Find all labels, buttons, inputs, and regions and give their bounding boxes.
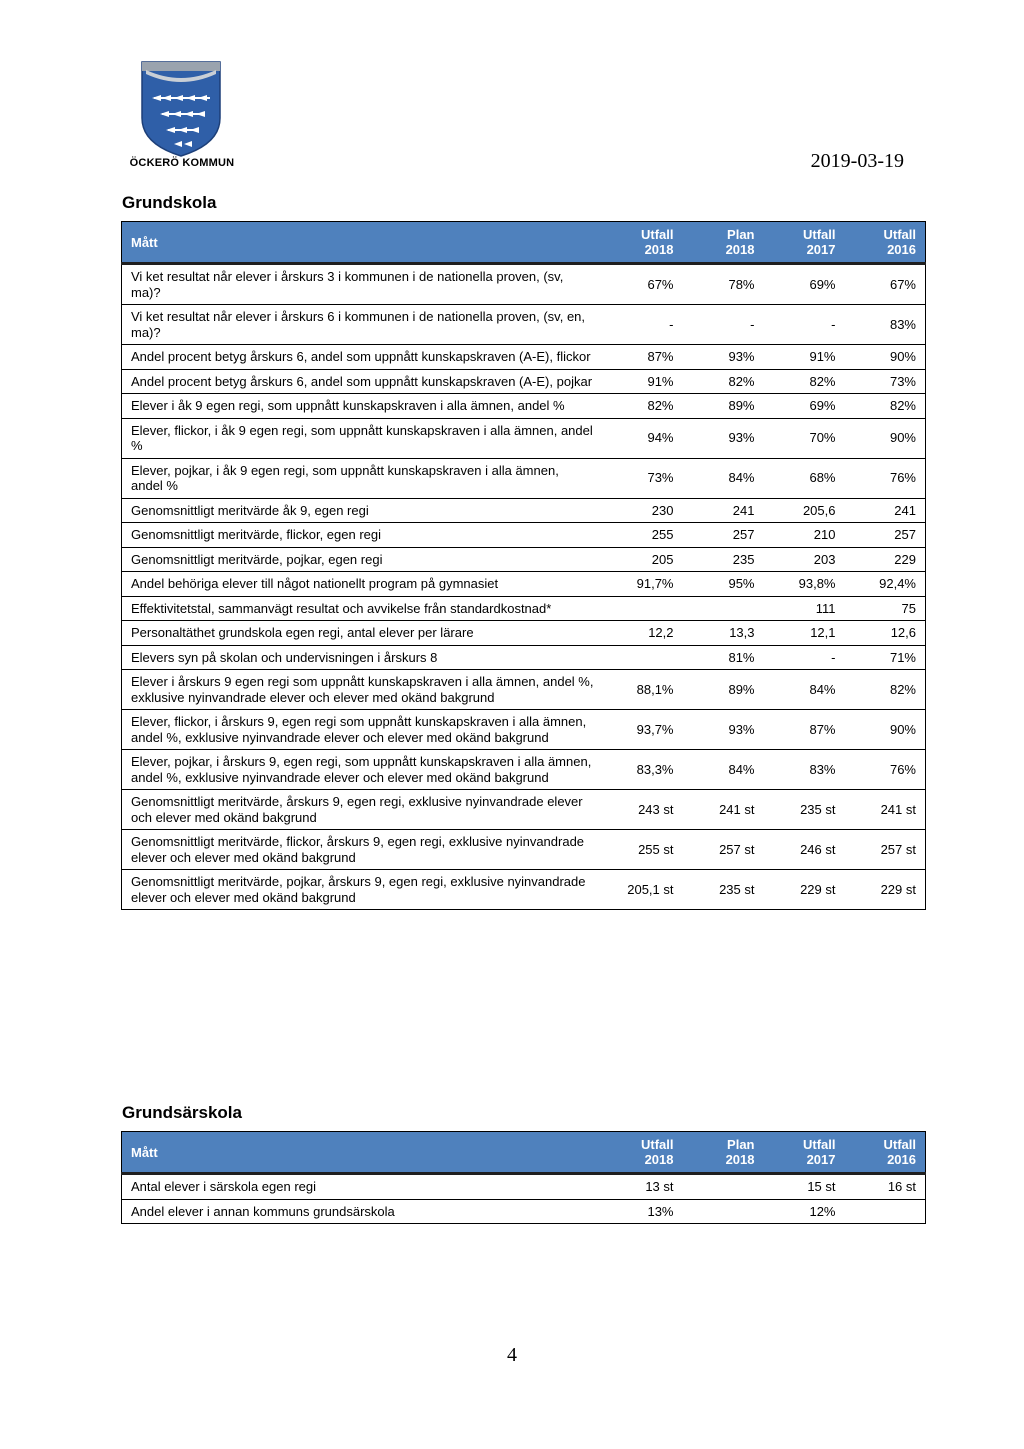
row-value: 82%: [845, 394, 926, 419]
column-header: Utfall 2018: [602, 1132, 683, 1174]
column-header: Utfall 2018: [602, 222, 683, 264]
row-value: 93,7%: [602, 710, 683, 750]
row-label: Effektivitetstal, sammanvägt resultat och avvikelse från standardkostnad*: [122, 596, 602, 621]
row-label: Genomsnittligt meritvärde, pojkar, egen regi: [122, 547, 602, 572]
section-title-grundskola: Grundskola: [122, 193, 217, 212]
row-label: Vi ket resultat når elever i årskurs 3 i kommunen i de nationella proven, (sv, ma)?: [122, 264, 602, 305]
row-label: Genomsnittligt meritvärde åk 9, egen regi: [122, 498, 602, 523]
row-value: 235 st: [764, 790, 845, 830]
row-value: 67%: [602, 264, 683, 305]
row-value: 229 st: [845, 870, 926, 910]
table-row: [122, 1199, 926, 1224]
row-label: Elever i åk 9 egen regi, som uppnått kunskapskraven i alla ämnen, andel %: [122, 394, 602, 419]
column-header: Utfall 2016: [845, 1132, 926, 1174]
row-value: 12,2: [602, 621, 683, 646]
row-value: [602, 596, 683, 621]
table-row: [122, 645, 926, 670]
row-value: 205,1 st: [602, 870, 683, 910]
row-value: 205,6: [764, 498, 845, 523]
table-row: [122, 710, 926, 750]
row-value: 90%: [845, 710, 926, 750]
row-value: 67%: [845, 264, 926, 305]
table-row: [122, 572, 926, 597]
column-header-matt: Mått: [122, 1132, 602, 1174]
row-value: 257 st: [683, 830, 764, 870]
row-value: 83%: [845, 305, 926, 345]
row-value: 73%: [845, 369, 926, 394]
row-label: Elever, flickor, i årskurs 9, egen regi som uppnått kunskapskraven i alla ämnen, andel %, exklusive nyinvandrade elever och elever med okänd bakgrund: [122, 710, 602, 750]
row-value: [683, 1199, 764, 1224]
row-value: 73%: [602, 458, 683, 498]
row-label: Vi ket resultat når elever i årskurs 6 i kommunen i de nationella proven, (sv, en, ma)?: [122, 305, 602, 345]
row-label: Elever, flickor, i åk 9 egen regi, som uppnått kunskapskraven i alla ämnen, andel %: [122, 418, 602, 458]
row-value: 111: [764, 596, 845, 621]
row-label: Genomsnittligt meritvärde, flickor, årskurs 9, egen regi, exklusive nyinvandrade elever och elever med okänd bakgrund: [122, 830, 602, 870]
row-value: 69%: [764, 264, 845, 305]
table-row: [122, 369, 926, 394]
row-value: 210: [764, 523, 845, 548]
row-value: 90%: [845, 418, 926, 458]
row-value: 91,7%: [602, 572, 683, 597]
row-value: 68%: [764, 458, 845, 498]
row-value: 82%: [845, 670, 926, 710]
row-value: 12%: [764, 1199, 845, 1224]
row-value: 87%: [764, 710, 845, 750]
row-value: -: [602, 305, 683, 345]
row-value: 241 st: [845, 790, 926, 830]
table-row: [122, 621, 926, 646]
row-value: 255: [602, 523, 683, 548]
row-value: 94%: [602, 418, 683, 458]
row-label: Genomsnittligt meritvärde, årskurs 9, egen regi, exklusive nyinvandrade elever och elever med okänd bakgrund: [122, 790, 602, 830]
row-label: Antal elever i särskola egen regi: [122, 1174, 602, 1200]
table-row: [122, 870, 926, 910]
row-value: [683, 596, 764, 621]
row-value: 75: [845, 596, 926, 621]
row-value: 93%: [683, 418, 764, 458]
table-row: [122, 547, 926, 572]
row-value: 83,3%: [602, 750, 683, 790]
row-label: Elevers syn på skolan och undervisningen i årskurs 8: [122, 645, 602, 670]
table-row: [122, 1174, 926, 1200]
table-row: [122, 670, 926, 710]
row-value: 93%: [683, 710, 764, 750]
grundsarskola-table: [121, 1131, 926, 1224]
row-label: Personaltäthet grundskola egen regi, antal elever per lärare: [122, 621, 602, 646]
municipality-logo: [140, 60, 222, 158]
row-value: 82%: [602, 394, 683, 419]
row-label: Andel behöriga elever till något nationellt program på gymnasiet: [122, 572, 602, 597]
table-row: [122, 394, 926, 419]
row-value: [602, 645, 683, 670]
table-header-row: [122, 1132, 926, 1174]
row-value: 82%: [683, 369, 764, 394]
table-row: [122, 596, 926, 621]
row-value: 230: [602, 498, 683, 523]
row-value: 87%: [602, 345, 683, 370]
row-value: 246 st: [764, 830, 845, 870]
row-value: 70%: [764, 418, 845, 458]
row-label: Andel procent betyg årskurs 6, andel som uppnått kunskapskraven (A-E), pojkar: [122, 369, 602, 394]
row-value: 90%: [845, 345, 926, 370]
row-value: 255 st: [602, 830, 683, 870]
row-value: 13,3: [683, 621, 764, 646]
column-header: Plan 2018: [683, 1132, 764, 1174]
row-value: 241 st: [683, 790, 764, 830]
row-value: 235: [683, 547, 764, 572]
table-header-row: [122, 222, 926, 264]
table-row: [122, 498, 926, 523]
row-value: 95%: [683, 572, 764, 597]
row-value: 82%: [764, 369, 845, 394]
row-value: 81%: [683, 645, 764, 670]
table-row: [122, 305, 926, 345]
coat-of-arms-icon: [140, 60, 222, 158]
row-value: 243 st: [602, 790, 683, 830]
row-value: 84%: [683, 458, 764, 498]
row-value: 15 st: [764, 1174, 845, 1200]
row-label: Elever, pojkar, i åk 9 egen regi, som uppnått kunskapskraven i alla ämnen, andel %: [122, 458, 602, 498]
table-row: [122, 418, 926, 458]
table-row: [122, 523, 926, 548]
row-value: -: [764, 645, 845, 670]
row-value: 205: [602, 547, 683, 572]
row-label: Elever, pojkar, i årskurs 9, egen regi, som uppnått kunskapskraven i alla ämnen, andel %, exklusive nyinvandrade elever och elever med okänd bakgrund: [122, 750, 602, 790]
row-value: 76%: [845, 458, 926, 498]
row-value: 83%: [764, 750, 845, 790]
row-label: Elever i årskurs 9 egen regi som uppnått kunskapskraven i alla ämnen, andel %, exklusive nyinvandrade elever och elever med okänd bakgrund: [122, 670, 602, 710]
row-value: 13 st: [602, 1174, 683, 1200]
row-value: 91%: [764, 345, 845, 370]
row-value: 12,1: [764, 621, 845, 646]
table-row: [122, 458, 926, 498]
row-value: 84%: [764, 670, 845, 710]
document-date: 2019-03-19: [810, 150, 904, 172]
column-header-matt: Mått: [122, 222, 602, 264]
row-value: -: [764, 305, 845, 345]
row-value: 16 st: [845, 1174, 926, 1200]
row-value: 89%: [683, 394, 764, 419]
table-row: [122, 264, 926, 305]
org-name: ÖCKERÖ KOMMUN: [129, 157, 235, 169]
row-value: 241: [683, 498, 764, 523]
row-value: 71%: [845, 645, 926, 670]
row-label: Andel procent betyg årskurs 6, andel som uppnått kunskapskraven (A-E), flickor: [122, 345, 602, 370]
row-value: 88,1%: [602, 670, 683, 710]
row-value: 13%: [602, 1199, 683, 1224]
grundskola-table: [121, 221, 926, 910]
table-row: [122, 345, 926, 370]
row-value: 12,6: [845, 621, 926, 646]
column-header: Utfall 2017: [764, 1132, 845, 1174]
section-title-grundsarskola: Grundsärskola: [122, 1103, 242, 1122]
row-value: 92,4%: [845, 572, 926, 597]
row-value: 78%: [683, 264, 764, 305]
column-header: Utfall 2016: [845, 222, 926, 264]
row-label: Genomsnittligt meritvärde, pojkar, årskurs 9, egen regi, exklusive nyinvandrade elever och elever med okänd bakgrund: [122, 870, 602, 910]
row-value: 257: [683, 523, 764, 548]
column-header: Plan 2018: [683, 222, 764, 264]
table-row: [122, 830, 926, 870]
table-row: [122, 790, 926, 830]
row-label: Genomsnittligt meritvärde, flickor, egen regi: [122, 523, 602, 548]
row-value: 229 st: [764, 870, 845, 910]
row-value: 76%: [845, 750, 926, 790]
row-value: 93,8%: [764, 572, 845, 597]
row-value: 203: [764, 547, 845, 572]
row-value: 241: [845, 498, 926, 523]
page-number: 4: [507, 1344, 517, 1366]
row-value: 257: [845, 523, 926, 548]
row-value: 84%: [683, 750, 764, 790]
row-value: 93%: [683, 345, 764, 370]
row-value: 89%: [683, 670, 764, 710]
row-value: [683, 1174, 764, 1200]
table-row: [122, 750, 926, 790]
row-value: 257 st: [845, 830, 926, 870]
row-value: 235 st: [683, 870, 764, 910]
row-value: 69%: [764, 394, 845, 419]
row-value: 91%: [602, 369, 683, 394]
row-label: Andel elever i annan kommuns grundsärskola: [122, 1199, 602, 1224]
column-header: Utfall 2017: [764, 222, 845, 264]
row-value: -: [683, 305, 764, 345]
row-value: [845, 1199, 926, 1224]
row-value: 229: [845, 547, 926, 572]
